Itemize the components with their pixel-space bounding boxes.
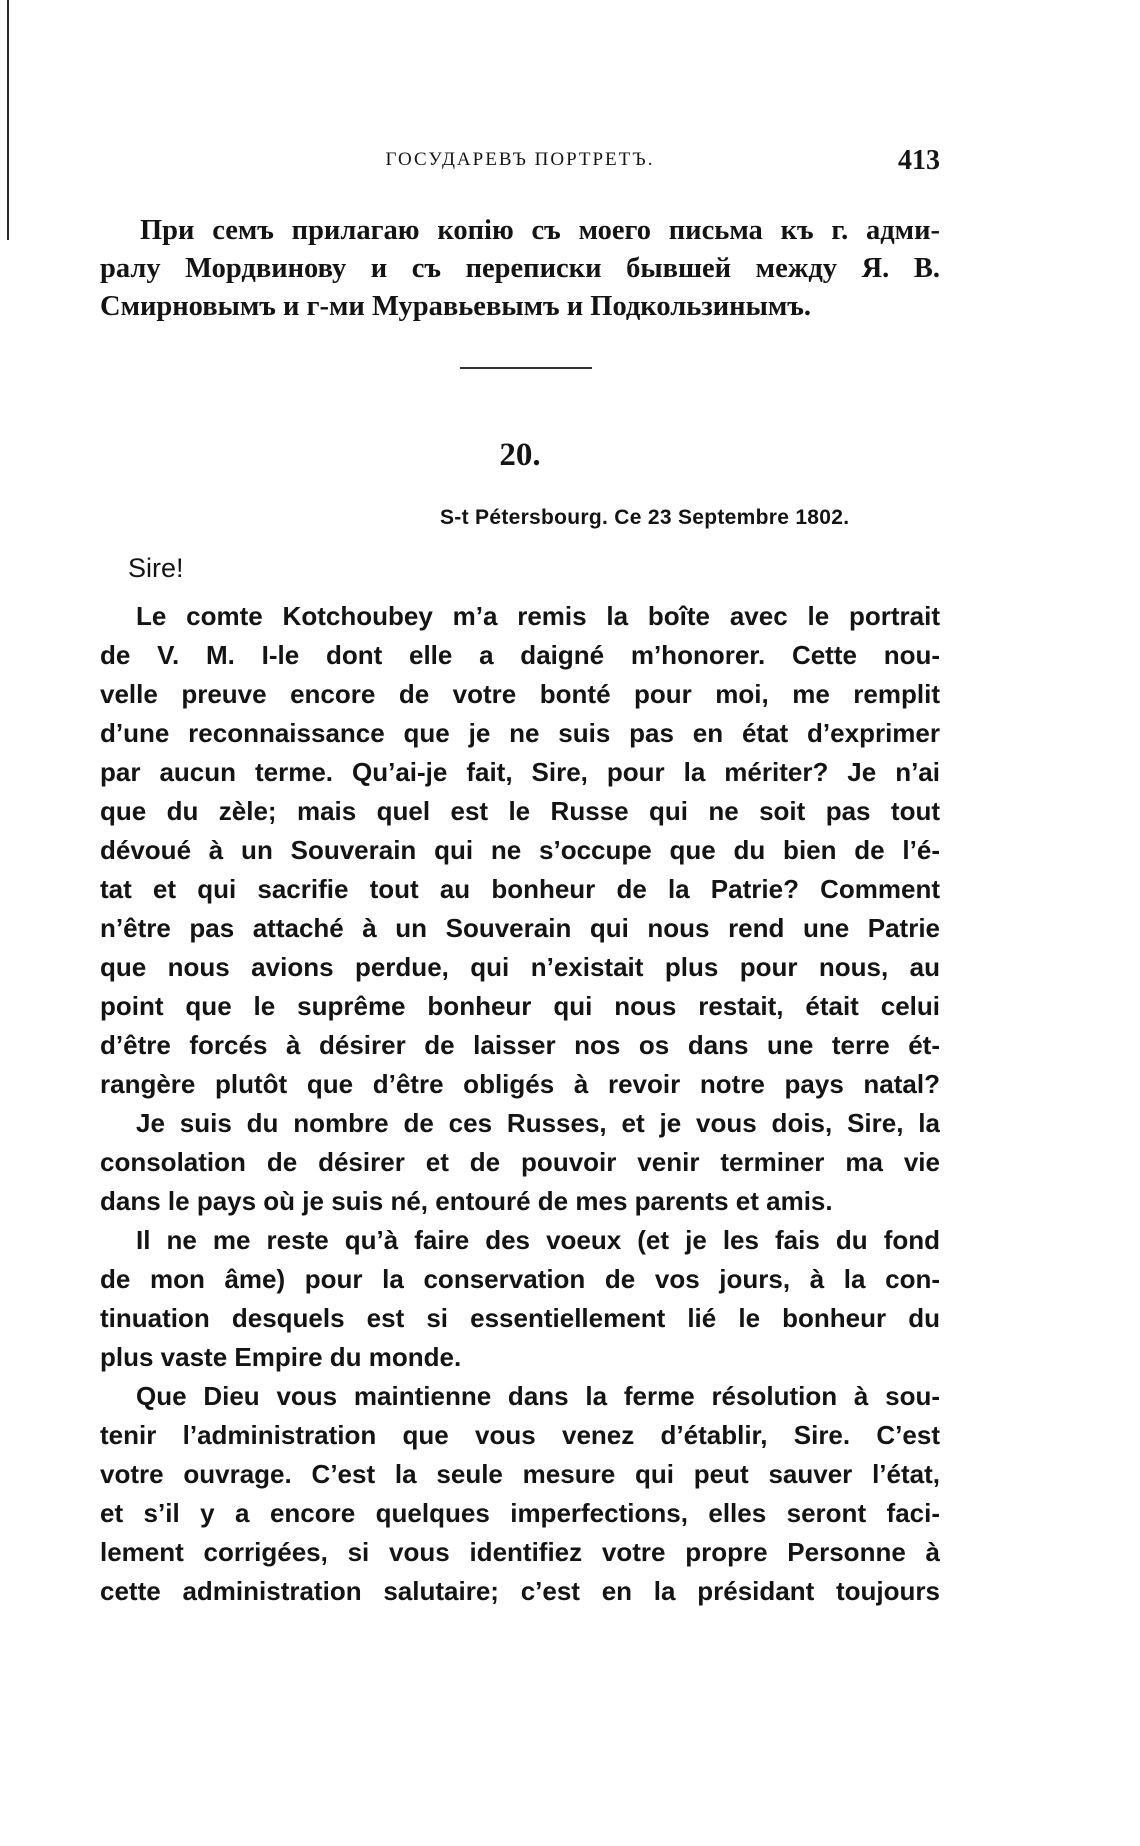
letter-line: de mon âme) pour la conservation de vos jours, à la con-	[100, 1264, 940, 1294]
letter-line: point que le suprême bonheur qui nous restait, était celui	[100, 991, 940, 1021]
letter-line: que nous avions perdue, qui n’existait plus pour nous, au	[100, 952, 940, 982]
letter-line: tat et qui sacrifie tout au bonheur de la Patrie? Comment	[100, 874, 940, 904]
letter-line: tinuation desquels est si essentiellement lié le bonheur du	[100, 1303, 940, 1333]
letter-line: Que Dieu vous maintienne dans la ferme résolution à sou-	[136, 1381, 940, 1411]
letter-line: dans le pays où je suis né, entouré de mes parents et amis.	[100, 1186, 833, 1216]
letter-line: par aucun terme. Qu’ai-je fait, Sire, pour la mériter? Je n’ai	[100, 757, 940, 787]
letter-line: dévoué à un Souverain qui ne s’occupe que du bien de l’é-	[100, 835, 940, 865]
letter-line: Je suis du nombre de ces Russes, et je vous dois, Sire, la	[136, 1108, 940, 1138]
letter-line: Le comte Kotchoubey m’a remis la boîte avec le portrait	[136, 601, 940, 631]
letter-line: Il ne me reste qu’à faire des voeux (et je les fais du fond	[136, 1225, 940, 1255]
russian-note-line: ралу Мордвинову и съ переписки бывшей между Я. В.	[100, 253, 940, 284]
russian-note-line: Смирновымъ и г-ми Муравьевымъ и Подкользинымъ.	[100, 291, 811, 322]
letter-line: et s’il y a encore quelques imperfections, elles seront faci-	[100, 1498, 940, 1528]
letter-line: consolation de désirer et de pouvoir venir terminer ma vie	[100, 1147, 940, 1177]
letter-line: rangère plutôt que d’être obligés à revoir notre pays natal?	[100, 1069, 940, 1099]
russian-note-line: При семъ прилагаю копію съ моего письма къ г. адми-	[140, 215, 940, 246]
letter-line: d’être forcés à désirer de laisser nos os dans une terre ét-	[100, 1030, 940, 1060]
section-divider	[460, 367, 592, 369]
running-title: ГОСУДАРЕВЪ ПОРТРЕТЪ.	[385, 149, 655, 170]
letter-line: que du zèle; mais quel est le Russe qui ne soit pas tout	[100, 796, 940, 826]
letter-line: cette administration salutaire; c’est en la présidant toujours	[100, 1576, 940, 1606]
letter-line: lement corrigées, si vous identifiez votre propre Personne à	[100, 1537, 940, 1567]
page-number: 413	[898, 145, 940, 176]
page-binding-edge	[7, 0, 9, 240]
letter-line: tenir l’administration que vous venez d’établir, Sire. C’est	[100, 1420, 940, 1450]
letter-line: velle preuve encore de votre bonté pour moi, me remplit	[100, 679, 940, 709]
letter-line: de V. M. I-le dont elle a daigné m’honorer. Cette nou-	[100, 640, 940, 670]
letter-line: n’être pas attaché à un Souverain qui nous rend une Patrie	[100, 913, 940, 943]
letter-number: 20.	[499, 437, 541, 473]
letter-line: votre ouvrage. C’est la seule mesure qui peut sauver l’état,	[100, 1459, 940, 1489]
letter-dateline: S-t Pétersbourg. Ce 23 Septembre 1802.	[440, 506, 850, 529]
running-header	[100, 145, 940, 177]
letter-salutation: Sire!	[128, 553, 184, 583]
letter-line: d’une reconnaissance que je ne suis pas en état d’exprimer	[100, 718, 940, 748]
letter-line: plus vaste Empire du monde.	[100, 1342, 462, 1372]
russian-note	[100, 212, 940, 326]
